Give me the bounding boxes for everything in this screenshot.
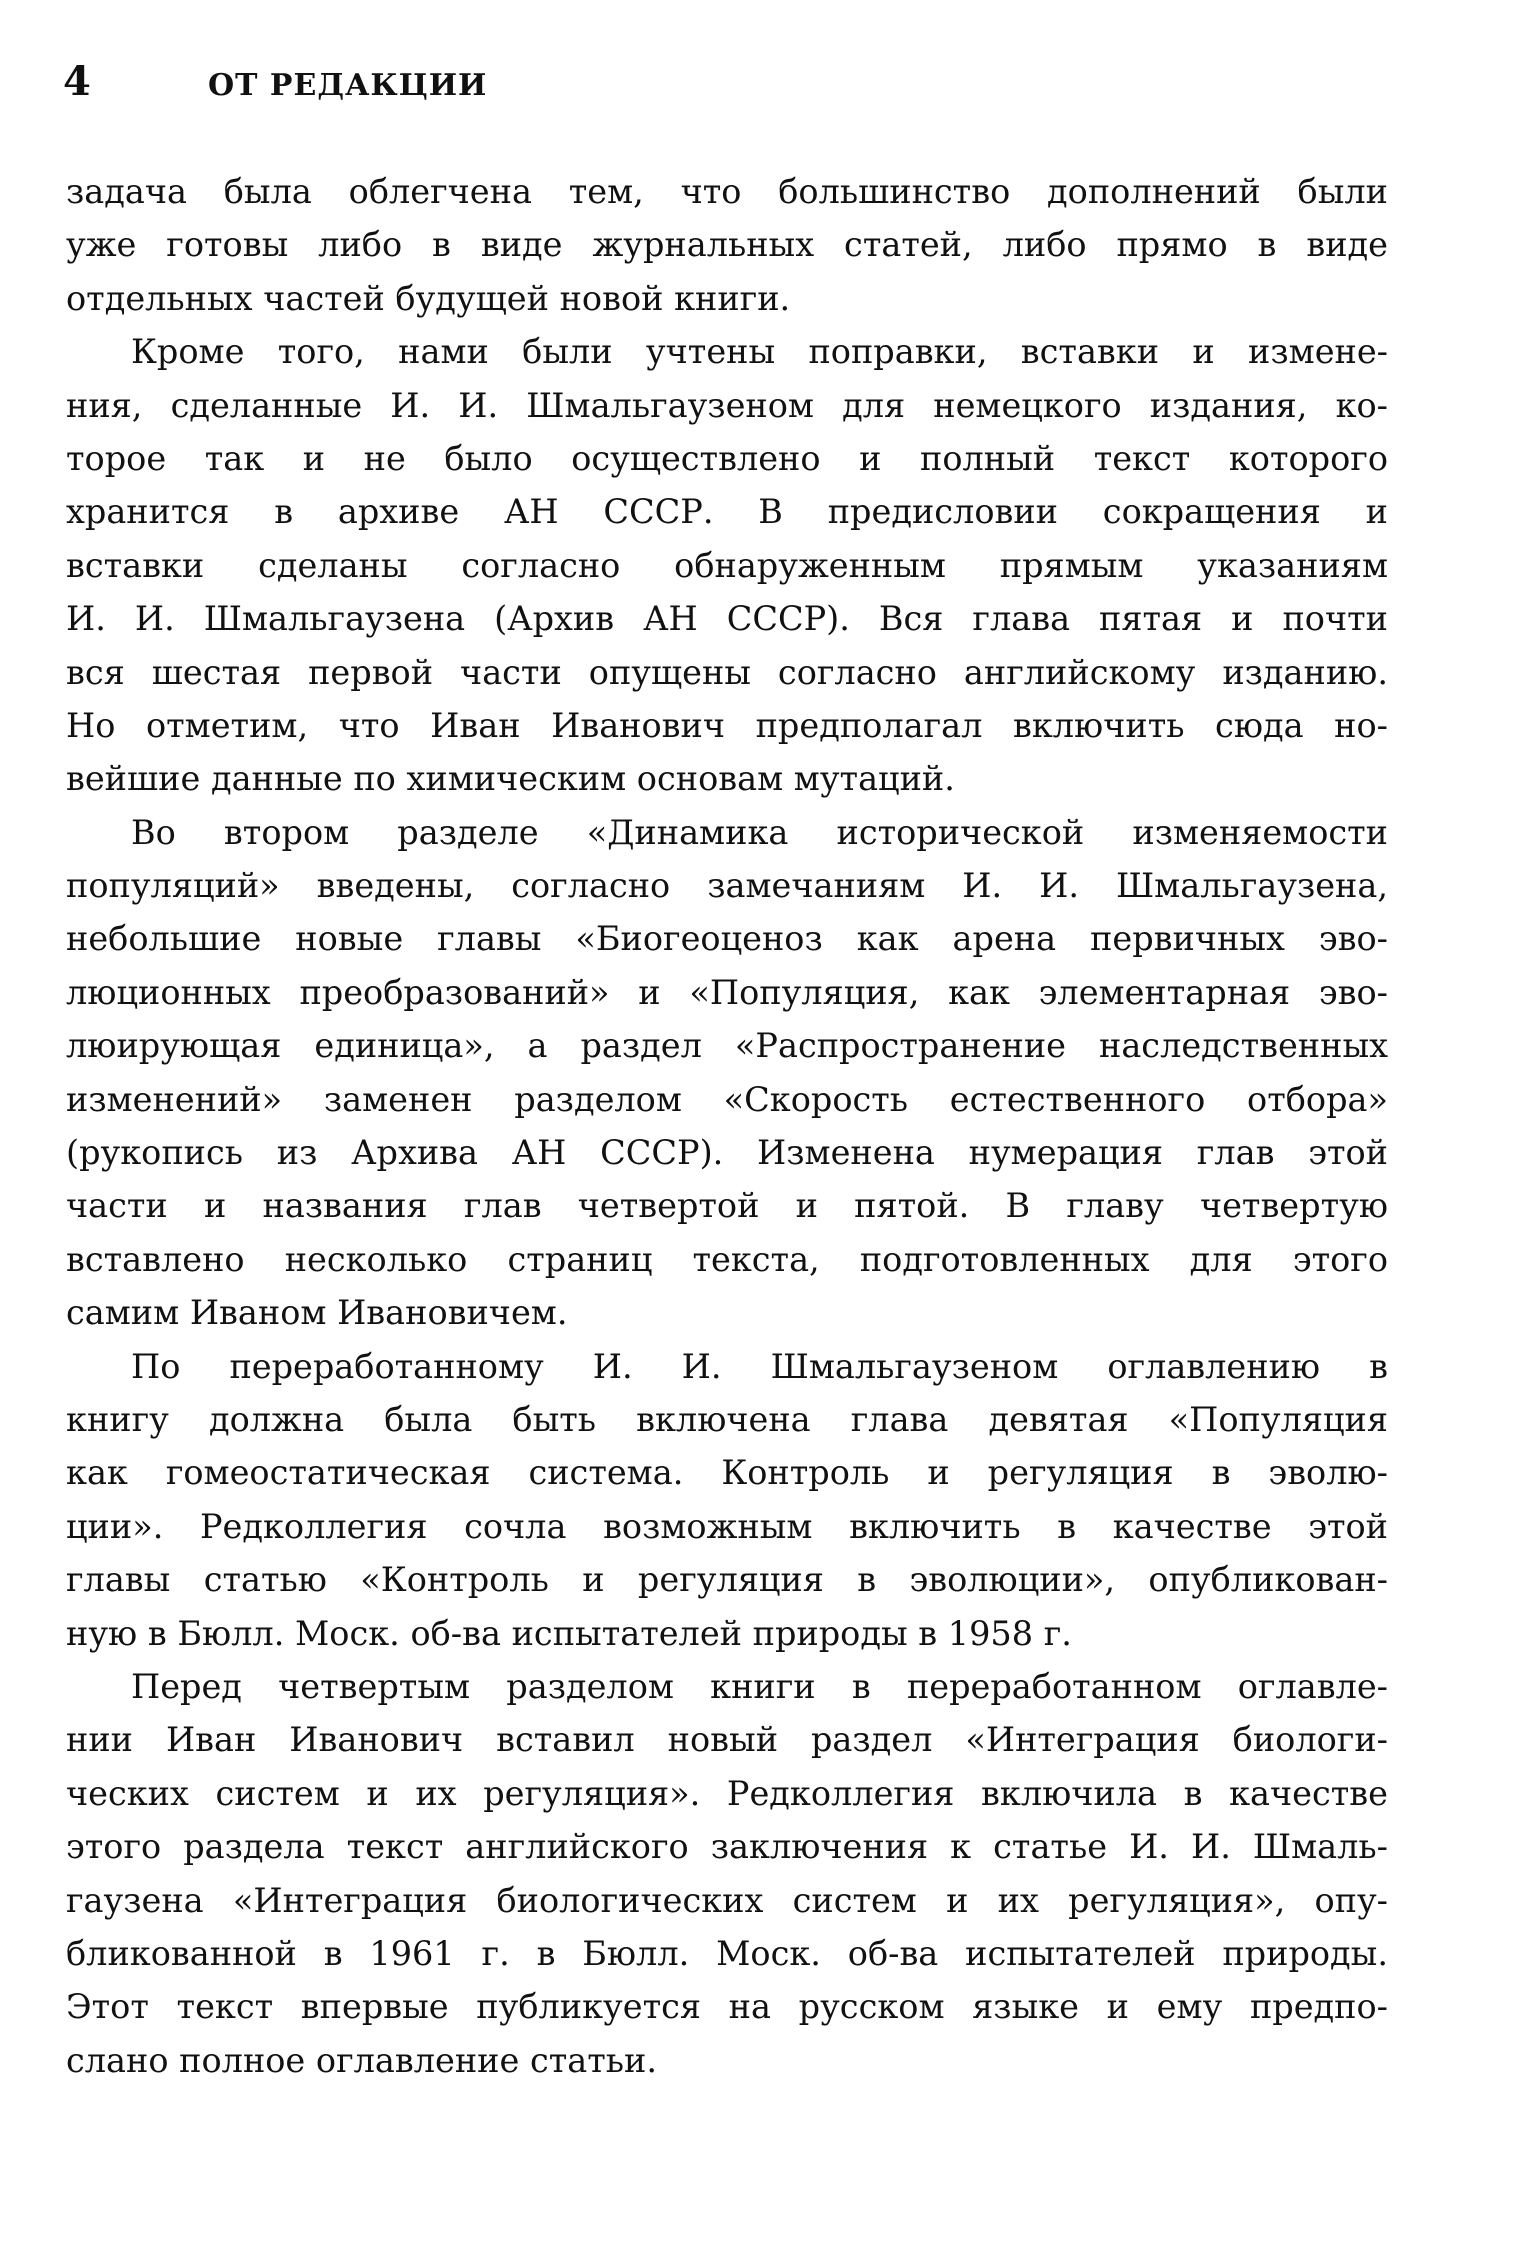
text-line: вейшие данные по химическим основам мутаций. bbox=[66, 759, 955, 799]
paragraph-first-line: Во втором разделе «Динамика исторической изменяемости bbox=[131, 812, 1388, 852]
text-line: Но отметим, что Иван Иванович предполагал включить сюда но- bbox=[66, 705, 1388, 745]
running-head bbox=[63, 58, 487, 108]
text-line: ции». Редколлегия сочла возможным включить в качестве этой bbox=[66, 1506, 1388, 1546]
text-line: уже готовы либо в виде журнальных статей, либо прямо в виде bbox=[66, 225, 1388, 265]
text-line: Этот текст впервые публикуется на русском языке и ему предпо- bbox=[66, 1987, 1388, 2027]
text-line: слано полное оглавление статьи. bbox=[66, 2040, 657, 2080]
text-line: ную в Бюлл. Моск. об-ва испытателей природы в 1958 г. bbox=[66, 1613, 1072, 1653]
paragraph-first-line: По переработанному И. И. Шмальгаузеном оглавлению в bbox=[131, 1346, 1388, 1386]
text-line: вставлено несколько страниц текста, подготовленных для этого bbox=[66, 1239, 1388, 1279]
text-line: изменений» заменен разделом «Скорость естественного отбора» bbox=[66, 1079, 1388, 1119]
section-title: ОТ РЕДАКЦИИ bbox=[208, 68, 488, 103]
paragraph-first-line: Кроме того, нами были учтены поправки, вставки и измене- bbox=[131, 332, 1388, 372]
paragraph-first-line: Перед четвертым разделом книги в переработанном оглавле- bbox=[131, 1666, 1388, 1706]
text-line: люционных преобразований» и «Популяция, как элементарная эво- bbox=[66, 972, 1388, 1012]
text-line: ния, сделанные И. И. Шмальгаузеном для немецкого издания, ко- bbox=[66, 385, 1388, 425]
text-line: отдельных частей будущей новой книги. bbox=[66, 278, 791, 318]
text-line: самим Иваном Ивановичем. bbox=[66, 1293, 568, 1333]
text-line: главы статью «Контроль и регуляция в эволюции», опубликован- bbox=[66, 1560, 1388, 1600]
body-text bbox=[66, 165, 1388, 2087]
text-line: части и названия глав четвертой и пятой. В главу четвертую bbox=[66, 1186, 1388, 1226]
text-line: люирующая единица», а раздел «Распространение наследственных bbox=[66, 1026, 1388, 1066]
text-line: популяций» введены, согласно замечаниям И. И. Шмальгаузена, bbox=[66, 866, 1388, 906]
text-line: вся шестая первой части опущены согласно английскому изданию. bbox=[66, 652, 1388, 692]
text-line: торое так и не было осуществлено и полный текст которого bbox=[66, 438, 1388, 478]
text-line: нии Иван Иванович вставил новый раздел «Интеграция биологи- bbox=[66, 1720, 1388, 1760]
text-line: этого раздела текст английского заключения к статье И. И. Шмаль- bbox=[66, 1827, 1388, 1867]
text-line: бликованной в 1961 г. в Бюлл. Моск. об-ва испытателей природы. bbox=[66, 1933, 1388, 1973]
text-line: вставки сделаны согласно обнаруженным прямым указаниям bbox=[66, 545, 1388, 585]
text-line: как гомеостатическая система. Контроль и регуляция в эволю- bbox=[66, 1453, 1388, 1493]
text-line: книгу должна была быть включена глава девятая «Популяция bbox=[66, 1399, 1388, 1439]
page-number: 4 bbox=[63, 58, 91, 105]
text-line: задача была облегчена тем, что большинство дополнений были bbox=[66, 172, 1388, 211]
text-line: (рукопись из Архива АН СССР). Изменена нумерация глав этой bbox=[66, 1133, 1388, 1173]
text-line: хранится в архиве АН СССР. В предисловии сокращения и bbox=[66, 492, 1388, 532]
text-line: небольшие новые главы «Биогеоценоз как арена первичных эво- bbox=[66, 919, 1388, 959]
text-line: И. И. Шмальгаузена (Архив АН СССР). Вся глава пятая и почти bbox=[66, 599, 1388, 639]
text-line: гаузена «Интеграция биологических систем и их регуляция», опу- bbox=[66, 1880, 1388, 1920]
text-line: ческих систем и их регуляция». Редколлегия включила в качестве bbox=[66, 1773, 1388, 1813]
